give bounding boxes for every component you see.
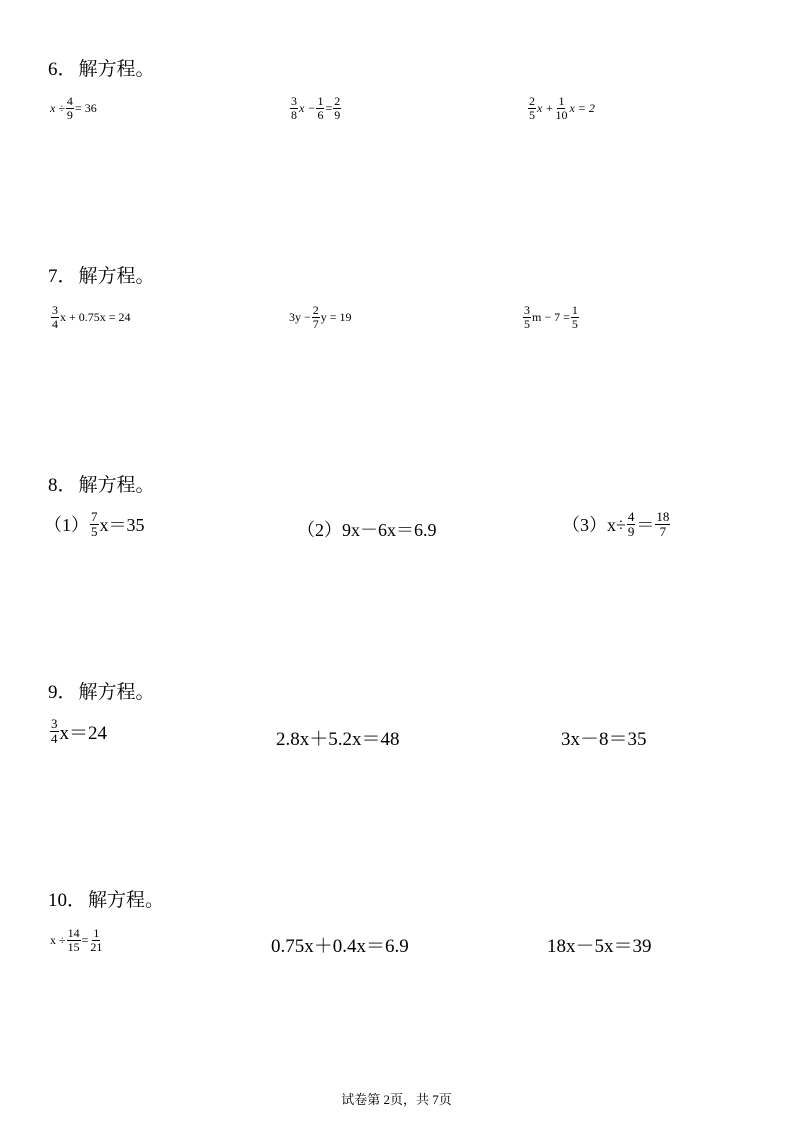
equation-7-2: 3y − $\frac{2}{7}$ y = 19 bbox=[289, 303, 352, 331]
equation-7-1: $\frac{3}{4}$ x + 0.75x = 24 bbox=[52, 303, 131, 331]
question-number: 9． bbox=[48, 682, 77, 703]
equation-6-1: x ÷ $\frac{4}{9}$ = 36 bbox=[50, 94, 97, 122]
equation-8-3: （3）x÷ $\frac{4}{9}$ ＝ $\frac{18}{7}$ bbox=[562, 509, 670, 539]
fraction: $\frac{1}{6}$ bbox=[317, 94, 324, 122]
equation-8-2: （2）9x－6x＝6.9 bbox=[297, 520, 437, 540]
equation-9-3: 3x－8＝35 bbox=[561, 729, 647, 750]
fraction: $\frac{1}{5}$ bbox=[571, 303, 578, 331]
question-instruction: 解方程。 bbox=[78, 475, 155, 496]
fraction: $\frac{3}{5}$ bbox=[524, 303, 530, 331]
equation-7-3: $\frac{3}{5}$ m − 7 = $\frac{1}{5}$ bbox=[524, 303, 578, 331]
question-instruction: 解方程。 bbox=[78, 59, 155, 80]
fraction: $\frac{3}{8}$ bbox=[291, 94, 297, 122]
equation-6-3: $\frac{2}{5}$ x + $\frac{1}{10}$ x = 2 bbox=[529, 94, 595, 122]
equation-9-2: 2.8x＋5.2x＝48 bbox=[276, 729, 400, 750]
fraction: $\frac{2}{9}$ bbox=[334, 94, 341, 122]
question-number: 10． bbox=[48, 890, 87, 911]
equation-8-1: （1） $\frac{7}{5}$ x＝35 bbox=[44, 509, 145, 539]
question-number: 7． bbox=[48, 266, 77, 287]
page-footer: 试卷第 2页，共 7页 bbox=[341, 1092, 452, 1107]
question-8-title bbox=[48, 474, 155, 498]
equation-9-1: $\frac{3}{4}$ x＝24 bbox=[51, 716, 108, 746]
fraction: $\frac{4}{9}$ bbox=[66, 94, 73, 122]
question-9-title bbox=[48, 681, 155, 705]
fraction: $\frac{14}{15}$ bbox=[67, 926, 80, 954]
question-number: 6． bbox=[48, 59, 77, 80]
question-6-title bbox=[48, 58, 155, 82]
question-instruction: 解方程。 bbox=[78, 266, 155, 287]
equation-10-3: 18x－5x＝39 bbox=[547, 936, 652, 957]
fraction: $\frac{3}{4}$ bbox=[51, 716, 58, 746]
equation-6-2: $\frac{3}{8}$ x − $\frac{1}{6}$ = $\frac{2}{9}$ bbox=[291, 94, 341, 122]
fraction: $\frac{1}{10}$ bbox=[555, 94, 568, 122]
equation-10-2: 0.75x＋0.4x＝6.9 bbox=[271, 936, 409, 957]
equation-10-1: x ÷ $\frac{14}{15}$ = $\frac{1}{21}$ bbox=[50, 926, 103, 954]
question-10-title bbox=[48, 889, 164, 913]
fraction: $\frac{3}{4}$ bbox=[52, 303, 58, 331]
question-instruction: 解方程。 bbox=[88, 890, 165, 911]
question-instruction: 解方程。 bbox=[78, 682, 155, 703]
fraction: $\frac{2}{5}$ bbox=[529, 94, 535, 122]
fraction: $\frac{2}{7}$ bbox=[312, 303, 319, 331]
question-number: 8． bbox=[48, 475, 77, 496]
fraction: $\frac{4}{9}$ bbox=[627, 509, 635, 539]
fraction: $\frac{1}{21}$ bbox=[90, 926, 103, 954]
fraction: $\frac{7}{5}$ bbox=[91, 509, 98, 539]
question-7-title bbox=[48, 265, 155, 289]
fraction: $\frac{18}{7}$ bbox=[656, 509, 670, 539]
